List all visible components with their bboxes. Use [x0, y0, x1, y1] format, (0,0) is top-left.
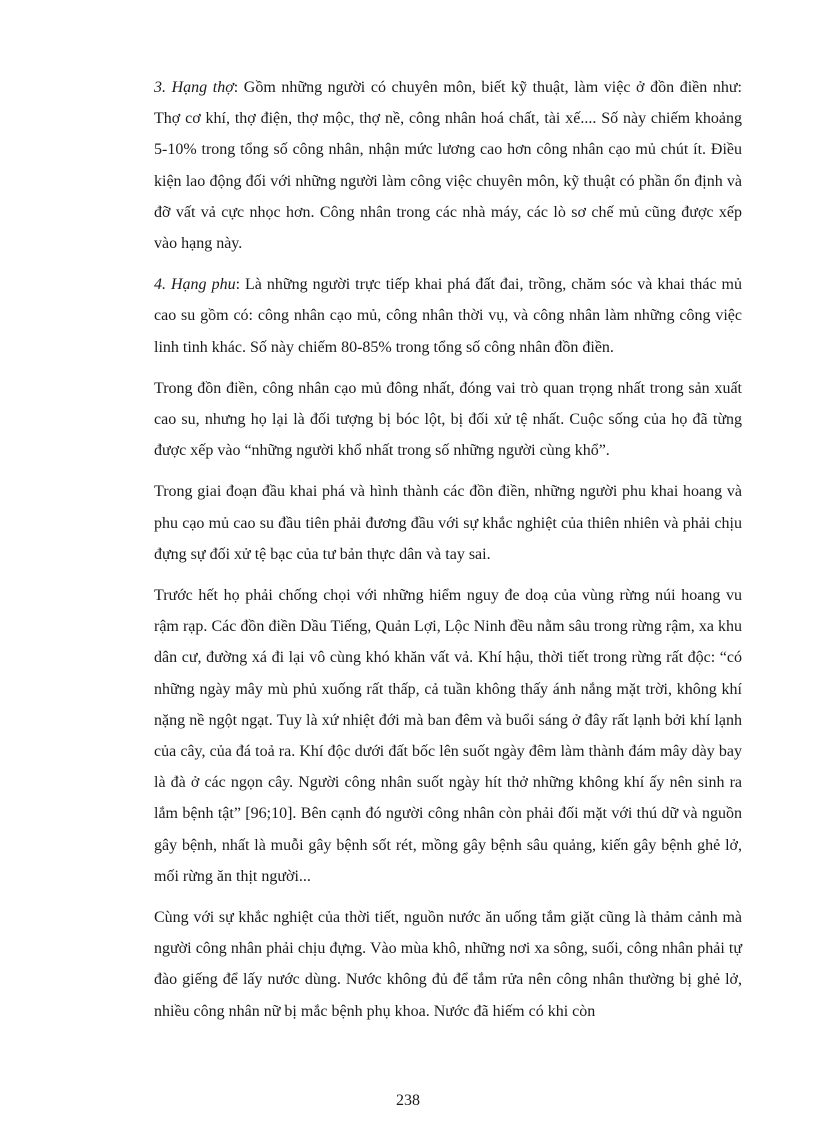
page-number: 238 [396, 1092, 420, 1109]
paragraph-lead: 3. Hạng thợ [154, 79, 234, 96]
page-body [154, 72, 742, 1037]
paragraph-text: Trước hết họ phải chống chọi với những hiểm nguy đe doạ của vùng rừng núi hoang vu rậm rạp. Các đồn điền Dầu Tiếng, Quản Lợi, Lộc Ninh đều nằm sâu trong rừng rậm, xa khu dân cư, đường xá đi lại vô cùng khó khăn vất vả. Khí hậu, thời tiết trong rừng rất độc: “có những ngày mây mù phủ xuống rất thấp, cả tuần không thấy ánh nắng mặt trời, không khí nặng nề ngột ngạt. Tuy là xứ nhiệt đới mà ban đêm và buổi sáng ở đây rất lạnh bởi khí lạnh của cây, của đá toả ra. Khí độc dưới đất bốc lên suốt ngày đêm làm thành đám mây dày bay là đà ở các ngọn cây. Người công nhân suốt ngày hít thở những không khí ấy nên sinh ra lắm bệnh tật” [96;10]. Bên cạnh đó người công nhân còn phải đối mặt với thú dữ và nguồn gây bệnh, nhất là muỗi gây bệnh sốt rét, mồng gây bệnh sâu quảng, kiến gây bệnh ghẻ lở, mối rừng ăn thịt người... [154, 587, 742, 885]
paragraph-giai-doan-dau [154, 476, 742, 570]
paragraph-text: Trong giai đoạn đầu khai phá và hình thành các đồn điền, những người phu khai hoang và phu cạo mủ cao su đầu tiên phải đương đầu với sự khắc nghiệt của thiên nhiên và phải chịu đựng sự đối xử tệ bạc của tư bản thực dân và tay sai. [154, 483, 742, 563]
paragraph-hang-tho [154, 72, 742, 259]
paragraph-hiem-nguy [154, 580, 742, 892]
paragraph-text: Cùng với sự khắc nghiệt của thời tiết, nguồn nước ăn uống tắm giặt cũng là thảm cảnh mà người công nhân phải chịu đựng. Vào mùa khô, những nơi xa sông, suối, công nhân phải tự đào giếng để lấy nước dùng. Nước không đủ để tắm rửa nên công nhân thường bị ghẻ lở, nhiều công nhân nữ bị mắc bệnh phụ khoa. Nước đã hiếm có khi còn [154, 909, 742, 1020]
paragraph-lead: 4. Hạng phu [154, 276, 236, 294]
paragraph-text: Trong đồn điền, công nhân cạo mủ đông nhất, đóng vai trò quan trọng nhất trong sản xuất cao su, nhưng họ lại là đối tượng bị bóc lột, bị đối xử tệ nhất. Cuộc sống của họ đã từng được xếp vào “những người khổ nhất trong số những người cùng khổ”. [154, 379, 742, 460]
paragraph-hang-phu [154, 269, 742, 363]
paragraph-nguon-nuoc [154, 902, 742, 1027]
paragraph-text: : Là những người trực tiếp khai phá đất đai, trồng, chăm sóc và khai thác mủ cao su gồm có: công nhân cạo mủ, công nhân thời vụ, và công nhân làm những công việc linh tinh khác. Số này chiếm 80-85% trong tổng số công nhân đồn điền. [154, 276, 743, 356]
paragraph-cong-nhan-cao-mu [154, 373, 742, 467]
paragraph-text: : Gồm những người có chuyên môn, biết kỹ thuật, làm việc ở đồn điền như: Thợ cơ khí, thợ điện, thợ mộc, thợ nề, công nhân hoá chất, tài xế.... Số này chiếm khoảng 5-10% trong tổng số công nhân, nhận mức lương cao hơn công nhân cạo mủ chút ít. Điều kiện lao động đối với những người làm công việc chuyên môn, kỹ thuật có phần ổn định và đỡ vất vả cực nhọc hơn. Công nhân trong các nhà máy, các lò sơ chế mủ cũng được xếp vào hạng này. [154, 79, 742, 253]
